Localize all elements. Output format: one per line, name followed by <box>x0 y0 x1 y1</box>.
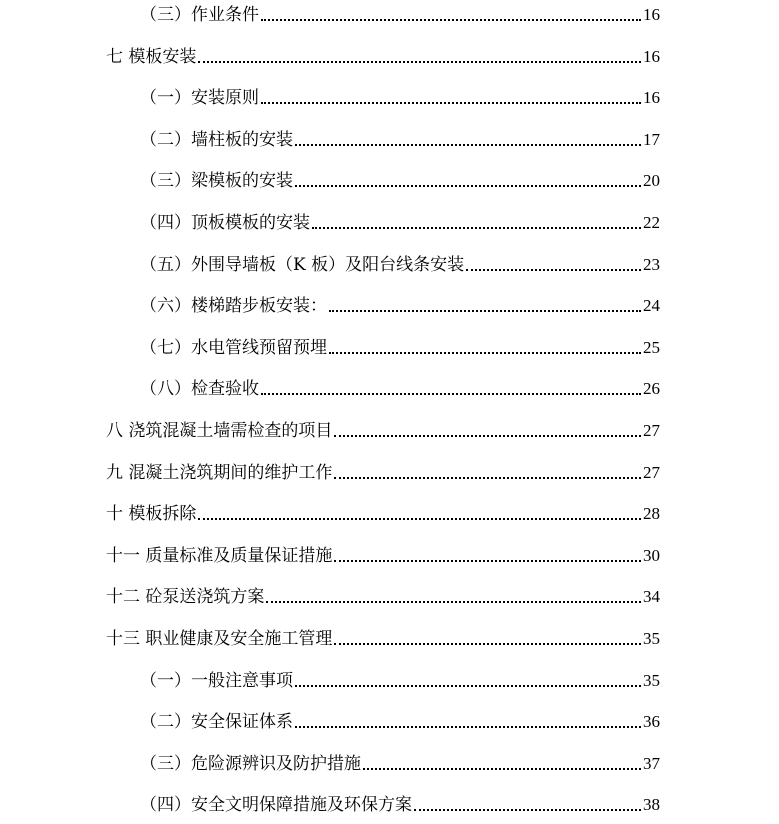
toc-page-number: 23 <box>643 254 660 274</box>
toc-entry[interactable] <box>0 666 779 696</box>
toc-leader-dots <box>329 352 641 354</box>
toc-leader-dots <box>363 768 641 770</box>
toc-leader-dots <box>334 560 641 562</box>
toc-entry-label: 八 浇筑混凝土墙需检查的项目 <box>106 421 333 441</box>
toc-page-number: 36 <box>643 712 660 732</box>
toc-entry[interactable] <box>0 416 779 446</box>
toc-page-number: 17 <box>643 129 660 149</box>
toc-leader-dots <box>312 227 641 229</box>
toc-page-number: 28 <box>643 504 660 524</box>
toc-entry[interactable] <box>0 291 779 321</box>
toc-entry-label: （二）墙柱板的安装 <box>140 129 293 150</box>
toc-page-number: 37 <box>643 753 660 773</box>
toc-entry[interactable] <box>0 707 779 737</box>
toc-entry-label: 十一 质量标准及质量保证措施 <box>106 545 333 566</box>
toc-page-number: 38 <box>643 795 660 815</box>
toc-leader-dots <box>295 144 641 146</box>
toc-entry[interactable] <box>0 166 779 196</box>
toc-leader-dots <box>295 185 641 187</box>
toc-leader-dots <box>198 518 641 520</box>
toc-entry[interactable] <box>0 0 779 30</box>
toc-page-number: 34 <box>643 587 660 607</box>
toc-page-number: 16 <box>643 88 660 108</box>
toc-entry-label: （四）顶板模板的安装 <box>140 213 310 233</box>
toc-entry[interactable] <box>0 541 779 571</box>
toc-leader-dots <box>334 435 641 437</box>
toc-page-number: 22 <box>643 213 660 232</box>
toc-leader-dots <box>295 685 641 687</box>
toc-entry-label: （三）梁模板的安装 <box>140 171 293 192</box>
toc-entry-label: 十二 砼泵送浇筑方案 <box>106 587 265 608</box>
toc-entry-label: （一）一般注意事项 <box>140 670 293 691</box>
toc-leader-dots <box>261 19 641 21</box>
toc-page-number: 16 <box>643 5 660 24</box>
toc-page-number: 35 <box>643 629 660 648</box>
toc-entry[interactable] <box>0 42 779 72</box>
toc-page-number: 27 <box>643 462 660 482</box>
toc-entry-label: （五）外围导墙板（K 板）及阳台线条安装 <box>140 254 465 275</box>
toc-leader-dots <box>198 61 641 63</box>
toc-entry[interactable] <box>0 624 779 654</box>
toc-page-number: 26 <box>643 379 660 399</box>
toc-entry-label: （八）检查验收 <box>140 379 259 400</box>
toc-entry-label: （三）危险源辨识及防护措施 <box>140 753 361 774</box>
toc-entry-label: （六）楼梯踏步板安装： <box>140 296 327 317</box>
toc-page-number: 35 <box>643 670 660 690</box>
toc-entry[interactable] <box>0 333 779 363</box>
toc-page-number: 27 <box>643 421 660 440</box>
toc-entry[interactable] <box>0 374 779 404</box>
toc-entry-label: （四）安全文明保障措施及环保方案 <box>140 795 412 816</box>
toc-page-number: 16 <box>643 46 660 66</box>
toc-entry-label: 七 模板安装 <box>106 46 197 67</box>
toc-entry[interactable] <box>0 250 779 280</box>
toc-entry-label: （二）安全保证体系 <box>140 712 293 733</box>
toc-leader-dots <box>329 310 641 312</box>
toc-entry[interactable] <box>0 83 779 113</box>
toc-entry-label: 十 模板拆除 <box>106 504 197 525</box>
toc-leader-dots <box>266 601 641 603</box>
toc-leader-dots <box>334 643 641 645</box>
toc-entry[interactable] <box>0 582 779 612</box>
toc-entry[interactable] <box>0 790 779 820</box>
toc-entry-label: （一）安装原则 <box>140 88 259 109</box>
toc-entry-label: 九 混凝土浇筑期间的维护工作 <box>106 462 333 483</box>
toc-entry[interactable] <box>0 458 779 488</box>
toc-leader-dots <box>414 809 641 811</box>
toc-entry-label: 十三 职业健康及安全施工管理 <box>106 629 333 649</box>
toc-entry-label: （三）作业条件 <box>140 5 259 25</box>
toc-entry[interactable] <box>0 499 779 529</box>
toc-entry[interactable] <box>0 208 779 238</box>
toc-entry[interactable] <box>0 125 779 155</box>
toc-page-number: 30 <box>643 545 660 565</box>
toc-page-number: 24 <box>643 296 660 316</box>
toc-leader-dots <box>261 102 641 104</box>
toc-entry[interactable] <box>0 749 779 779</box>
toc-page-number: 20 <box>643 171 660 191</box>
toc-page-number: 25 <box>643 337 660 357</box>
toc-entry-label: （七）水电管线预留预埋 <box>140 337 327 358</box>
toc-leader-dots <box>261 393 641 395</box>
toc-leader-dots <box>466 269 641 271</box>
toc-leader-dots <box>295 726 641 728</box>
toc-leader-dots <box>334 477 641 479</box>
